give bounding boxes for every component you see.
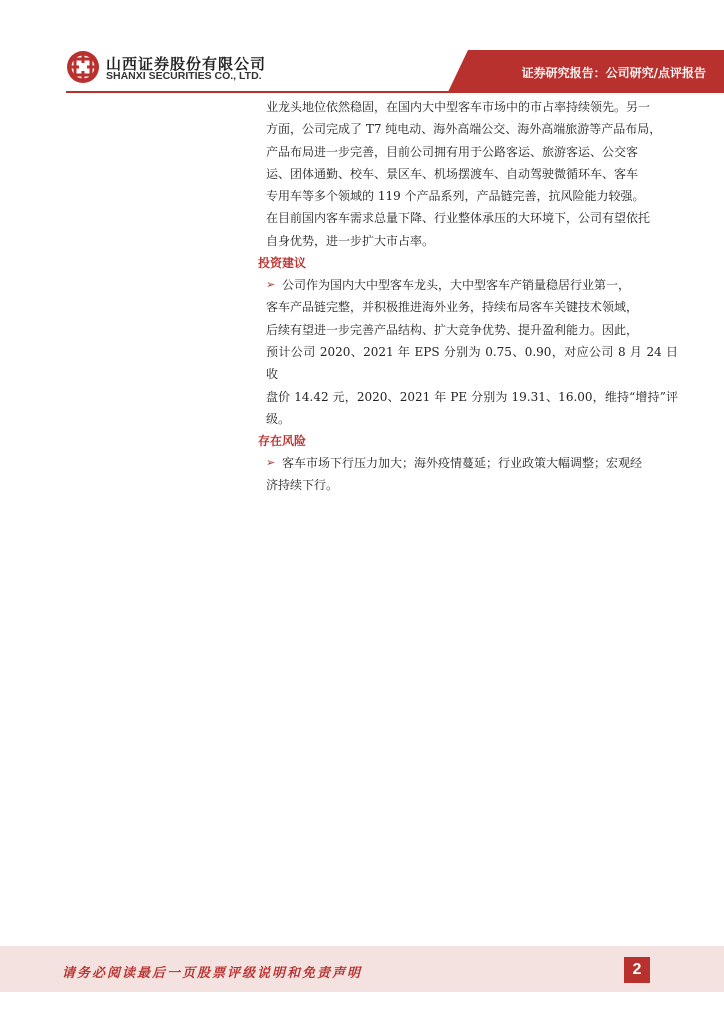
text-line: 盘价 14.42 元，2020、2021 年 PE 分别为 19.31、16.00，维持“增持”评级。 [266, 389, 678, 426]
intro-paragraph [266, 96, 678, 252]
header-divider [66, 91, 724, 93]
text-line: 业龙头地位依然稳固，在国内大中型客车市场中的市占率持续领先。另一 [266, 100, 651, 114]
report-body [258, 96, 678, 497]
text-line: 客车产品链完整，并积极推进海外业务，持续布局客车关键技术领域， [266, 300, 639, 315]
page-number: 2 [624, 957, 650, 983]
text-line: 方面，公司完成了 T7 纯电动、海外高端公交、海外高端旅游等产品布局， [266, 122, 662, 137]
text-line: 客车市场下行压力加大；海外疫情蔓延；行业政策大幅调整；宏观经 [282, 456, 643, 471]
text-line: 济持续下行。 [266, 478, 339, 493]
footer-disclaimer: 请务必阅读最后一页股票评级说明和免责声明 [62, 966, 363, 981]
company-name-cn: 山西证券股份有限公司 [106, 55, 267, 73]
arrow-bullet-icon: ➢ [266, 456, 276, 470]
text-line: 专用车等多个领域的 119 个产品系列，产品链完善，抗风险能力较强。 [266, 189, 645, 204]
text-line: 自身优势，进一步扩大市占率。 [266, 233, 435, 248]
report-type-title: 证券研究报告：公司研究/点评报告 [521, 66, 706, 80]
text-line: 公司作为国内大中型客车龙头，大中型客车产销量稳居行业第一， [282, 278, 631, 293]
text-line: 运、团体通勤、校车、景区车、机场摆渡车、自动驾驶微循环车、客车 [266, 166, 639, 181]
text-line: 后续有望进一步完善产品结构、扩大竞争优势、提升盈利能力。因此， [266, 322, 639, 337]
text-line: 在目前国内客车需求总量下降、行业整体承压的大环境下，公司有望依托 [266, 211, 651, 226]
text-line: 产品布局进一步完善，目前公司拥有用于公路客运、旅游客运、公交客 [266, 144, 639, 159]
company-name-en: SHANXI SECURITIES CO., LTD. [106, 70, 262, 82]
arrow-bullet-icon: ➢ [266, 278, 276, 292]
section-title-investment: 投资建议 [258, 256, 307, 271]
text-line: 预计公司 2020、2021 年 EPS 分别为 0.75、0.90，对应公司 8 月 24 日收 [266, 344, 678, 382]
risk-bullet [266, 452, 678, 497]
section-title-risk: 存在风险 [258, 434, 307, 449]
investment-bullet [266, 274, 678, 430]
company-logo-icon [66, 50, 100, 84]
